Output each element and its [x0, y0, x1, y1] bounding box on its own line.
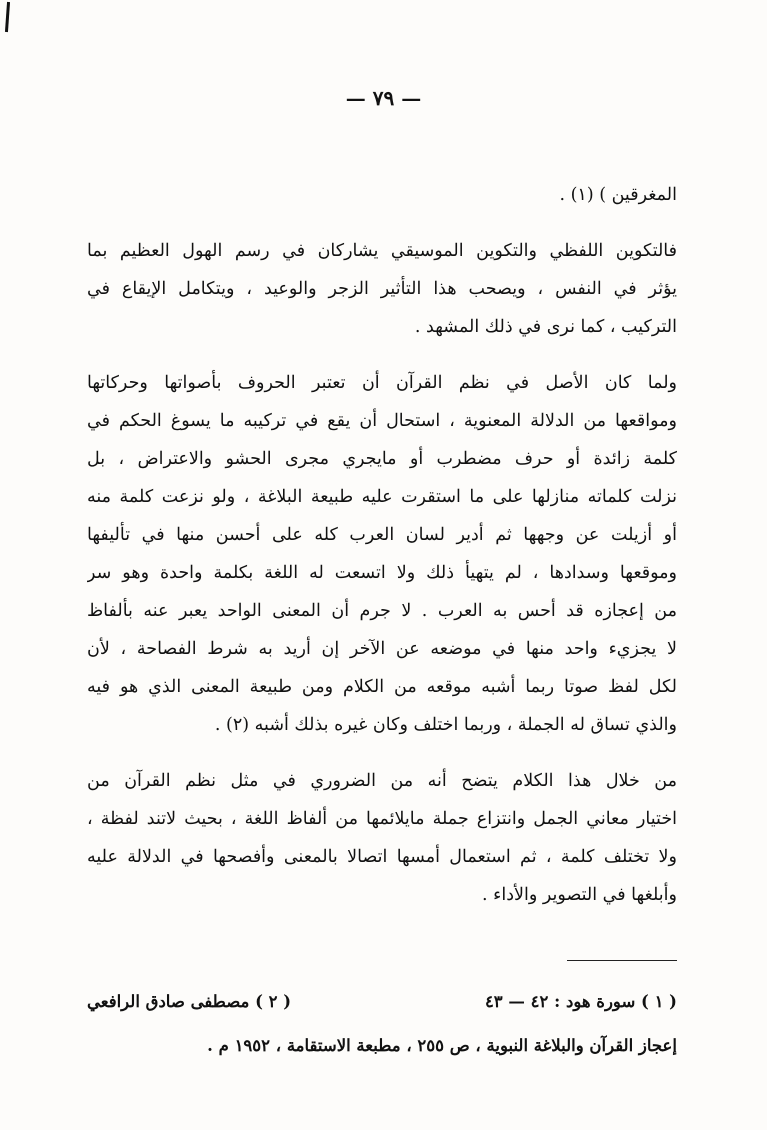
text-line: المغرقين ) (١) . — [559, 185, 677, 205]
text-line: لكل لفظ صوتا ربما أشبه موقعه من الكلام ومن طبيعة المعنى الذي هو فيه — [87, 677, 677, 697]
footnote-divider — [567, 960, 677, 961]
footnote-2-source: إعجاز القرآن والبلاغة النبوية ، ص ٢٥٥ ، مطبعة الاستقامة ، ١٩٥٢ م . — [207, 1036, 677, 1055]
text-line: يؤثر في النفس ، ويصحب هذا التأثير الزجر والوعيد ، ويتكامل الإيقاع في — [87, 279, 677, 299]
text-line: ولا تختلف كلمة ، ثم استعمال أمسها اتصالا بالمعنى وأفصحها في الدلالة عليه — [87, 847, 677, 867]
text-line: وموقعها وسدادها ، لم يتهيأ ذلك ولا اتسعت له اللغة بكلمة واحدة وهو سر — [87, 563, 677, 583]
main-text — [87, 176, 677, 914]
text-line: اختيار معاني الجمل وانتزاع جملة مايلائمها من ألفاظ اللغة ، بحيث لاتند لفظة ، — [87, 809, 677, 829]
page-number: — ٧٩ — — [345, 86, 422, 110]
text-line: من إعجازه قد أحس به العرب . لا جرم أن المعنى الواحد يعبر عنه بألفاظ — [87, 601, 677, 621]
footnote-1: ( ١ ) سورة هود : ٤٢ — ٤٣ — [484, 992, 677, 1011]
text-line: كلمة زائدة أو حرف مضطرب أو مايجري مجرى الحشو والاعتراض ، بل — [87, 449, 677, 469]
text-line: ومواقعها من الدلالة المعنوية ، استحال أن يقع في تركيبه ما يسوغ الحكم في — [87, 411, 677, 431]
text-line: فالتكوين اللفظي والتكوين الموسيقي يشاركان في رسم الهول العظيم بما — [87, 241, 677, 261]
text-line: وأبلغها في التصوير والأداء . — [482, 885, 677, 905]
text-line: نزلت كلماته منازلها على ما استقرت عليه طبيعة البلاغة ، ولو نزعت كلمة منه — [87, 487, 677, 507]
text-line: التركيب ، كما نرى في ذلك المشهد . — [414, 317, 677, 337]
footnote-2-author: ( ٢ ) مصطفى صادق الرافعي — [87, 992, 292, 1011]
text-line: ولما كان الأصل في نظم القرآن أن تعتبر الحروف بأصواتها وحركاتها — [87, 373, 677, 393]
text-line: أو أزيلت عن وجهها ثم أدير لسان العرب كله على أحسن منها في تأليفها — [87, 525, 677, 545]
text-line: من خلال هذا الكلام يتضح أنه من الضروري في مثل نظم القرآن من — [87, 771, 677, 791]
footnotes — [87, 980, 677, 1068]
footnote-row — [87, 980, 677, 1024]
text-line: لا يجزيء واحد منها في موضعه عن الآخر إن أريد به شرط الفصاحة ، لأن — [87, 639, 677, 659]
scan-edge-mark — [5, 2, 10, 32]
text-line: والذي تساق له الجملة ، وربما اختلف وكان غيره بذلك أشبه (٢) . — [214, 715, 677, 735]
